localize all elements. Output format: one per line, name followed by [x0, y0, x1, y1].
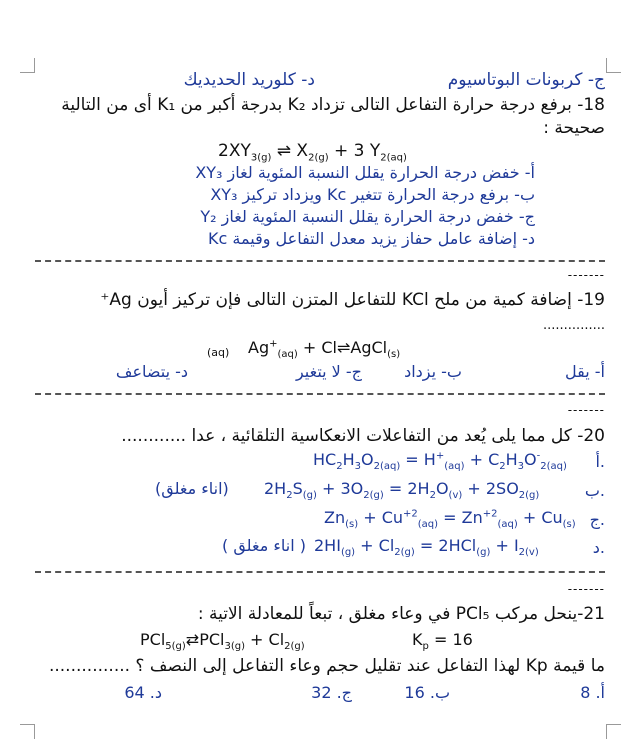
option-d: د- كلوريد الحديديك: [183, 70, 315, 90]
question-20-option-a-letter: أ.: [595, 452, 605, 471]
question-21-option-b: ب. 16: [404, 683, 450, 702]
question-20-option-b-letter: ب.: [584, 481, 605, 500]
question-20-option-c-equation: $Zn_{(s)} + Cu^{+2}_{(aq)} = Zn^{+2}_{(aq)} + Cu_{(s)}$: [324, 508, 576, 531]
question-18-option-d: د- إضافة عامل حفاز يزيد معدل التفاعل وقيمة Kc: [208, 229, 535, 248]
question-19-option-c: ج- لا يتغير: [295, 362, 362, 381]
question-21-short-dash: -------: [567, 582, 605, 596]
question-18-option-b: ب- برفع درجة الحرارة تتغير Kc ويزداد تركيز XY₃: [210, 185, 535, 204]
question-18-equation: $2XY_{3(g)}$ ⇌ $X_{2(g)} + 3$ $Y_{2(aq)}$: [218, 141, 407, 164]
question-20-short-dash: -------: [567, 403, 605, 417]
question-19-option-a: أ- يقل: [565, 362, 605, 381]
question-18-text: 18- برفع درجة حرارة التفاعل التالى تزداد K₂ بدرجة أكبر من K₁ أى من التالية: [61, 95, 605, 115]
question-19-option-b: ب- يزداد: [404, 362, 462, 381]
separator-3: [35, 571, 605, 573]
question-20-text: 20- كل مما يلى يُعد من التفاعلات الانعكاسية التلقائية ، عدا ............: [121, 426, 605, 446]
question-18-option-c: ج- خفض درجة الحرارة يقلل النسبة المئوية لغاز Y₂: [200, 207, 535, 226]
question-20-option-d-note: ( اناء مغلق ): [222, 536, 306, 555]
separator-1: [35, 260, 605, 262]
question-19-dots: ...............: [543, 318, 605, 333]
question-20-option-b-note: (اناء مغلق): [155, 479, 229, 498]
question-20-option-d-letter: د.: [592, 538, 605, 557]
question-19-equation: $Ag^+_{(aq)}$ + Cl⇌AgCl$_{(s)}$: [248, 338, 401, 361]
question-19-text: 19- إضافة كمية من ملح KCl للتفاعل المتزن التالى فإن تركيز أيون Ag⁺: [100, 290, 605, 310]
option-c: ج- كربونات البوتاسيوم: [447, 70, 605, 90]
question-20-option-c-letter: ج.: [589, 510, 605, 529]
question-21-text: 21-ينحل مركب PCl₅ في وعاء مغلق ، تبعاً للمعادلة الاتية :: [197, 604, 605, 624]
question-21-kp: $K_p = 16$: [412, 630, 473, 653]
question-19-short-dash: -------: [567, 268, 605, 282]
question-20-option-d-equation: $2HI_{(g)} + Cl_{2(g)} = 2HCl_{(g)} + I_{2(v)}$: [314, 536, 539, 559]
corner-mark-bottom-right: [606, 724, 621, 739]
question-21-option-d: د. 64: [124, 683, 162, 702]
question-20-option-a-equation: $HC_2H_3O_{2(aq)} = H^+_{(aq)} + C_2H_3O^-_{2(aq)}$: [313, 450, 567, 473]
question-18-text-cont: صحيحة :: [543, 118, 605, 138]
corner-mark-bottom-left: [20, 724, 35, 739]
question-20-option-b-equation: $2H_2S_{(g)} + 3O_{2(g)} = 2H_2O_{(v)} + 2SO_{2(g)}$: [264, 479, 540, 502]
corner-mark-top-right: [606, 58, 621, 73]
separator-2: [35, 393, 605, 395]
question-21-question: ما قيمة Kp لهذا التفاعل عند تقليل حجم وعاء التفاعل إلى النصف ؟ ...............: [48, 656, 605, 676]
question-18-option-a: أ- خفض درجة الحرارة يقلل النسبة المئوية لغاز XY₃: [195, 163, 535, 182]
question-21-option-c: ج. 32: [311, 683, 352, 702]
question-21-equation: PCl$_{5(g)}$⇄PCl$_{3(g)}$ + $Cl_{2(g)}$: [140, 630, 305, 653]
question-19-equation-phase: (aq): [207, 346, 230, 359]
question-21-option-a: أ. 8: [580, 683, 605, 702]
corner-mark-top-left: [20, 58, 35, 73]
question-19-option-d: د- يتضاعف: [115, 362, 188, 381]
